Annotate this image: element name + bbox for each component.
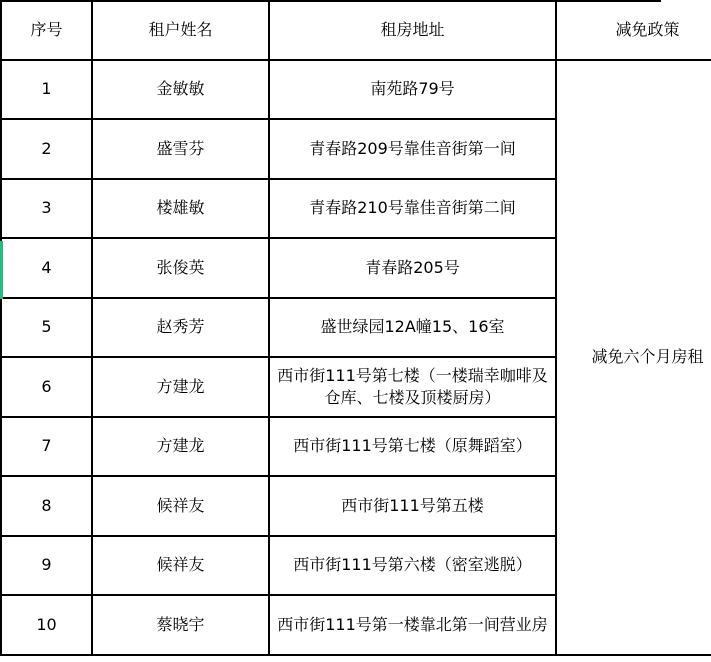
- cell-name[interactable]: 张俊英: [92, 238, 269, 298]
- cell-address[interactable]: 青春路205号: [269, 238, 556, 298]
- cell-no[interactable]: 9: [1, 536, 92, 596]
- cell-name[interactable]: 赵秀芳: [92, 298, 269, 358]
- cell-name[interactable]: 盛雪芬: [92, 119, 269, 179]
- cell-no[interactable]: 4: [1, 238, 92, 298]
- policy-merged-cell[interactable]: 减免六个月房租: [556, 60, 711, 655]
- cell-no[interactable]: 1: [1, 60, 92, 120]
- cell-no[interactable]: 2: [1, 119, 92, 179]
- cell-no[interactable]: 5: [1, 298, 92, 358]
- row-selection-indicator: [0, 241, 3, 299]
- cell-name[interactable]: 方建龙: [92, 357, 269, 417]
- cell-name[interactable]: 候祥友: [92, 476, 269, 536]
- cell-no[interactable]: 7: [1, 417, 92, 477]
- cell-name[interactable]: 方建龙: [92, 417, 269, 477]
- header-cell-policy[interactable]: 减免政策: [556, 1, 711, 60]
- cell-no[interactable]: 10: [1, 595, 92, 655]
- cell-name[interactable]: 候祥友: [92, 536, 269, 596]
- cell-address[interactable]: 盛世绿园12A幢15、16室: [269, 298, 556, 358]
- cell-name[interactable]: 楼雄敏: [92, 179, 269, 239]
- header-cell-no[interactable]: 序号: [1, 1, 92, 60]
- table-row: [1, 60, 711, 120]
- cell-no[interactable]: 3: [1, 179, 92, 239]
- cell-address[interactable]: 西市街111号第七楼（原舞蹈室）: [269, 417, 556, 477]
- cell-address[interactable]: 西市街111号第一楼靠北第一间营业房: [269, 595, 556, 655]
- cell-address[interactable]: 西市街111号第七楼（一楼瑞幸咖啡及仓库、七楼及顶楼厨房）: [269, 357, 556, 417]
- table-header-row: [1, 1, 711, 60]
- cell-address[interactable]: 南苑路79号: [269, 60, 556, 120]
- header-cell-name[interactable]: 租户姓名: [92, 1, 269, 60]
- cell-address[interactable]: 西市街111号第五楼: [269, 476, 556, 536]
- cell-address[interactable]: 青春路210号靠佳音街第二间: [269, 179, 556, 239]
- cell-address[interactable]: 西市街111号第六楼（密室逃脱）: [269, 536, 556, 596]
- cell-no[interactable]: 8: [1, 476, 92, 536]
- top-border-gap: [661, 0, 711, 3]
- cell-name[interactable]: 蔡晓宇: [92, 595, 269, 655]
- header-cell-address[interactable]: 租房地址: [269, 1, 556, 60]
- cell-name[interactable]: 金敏敏: [92, 60, 269, 120]
- cell-no[interactable]: 6: [1, 357, 92, 417]
- cell-address[interactable]: 青春路209号靠佳音街第一间: [269, 119, 556, 179]
